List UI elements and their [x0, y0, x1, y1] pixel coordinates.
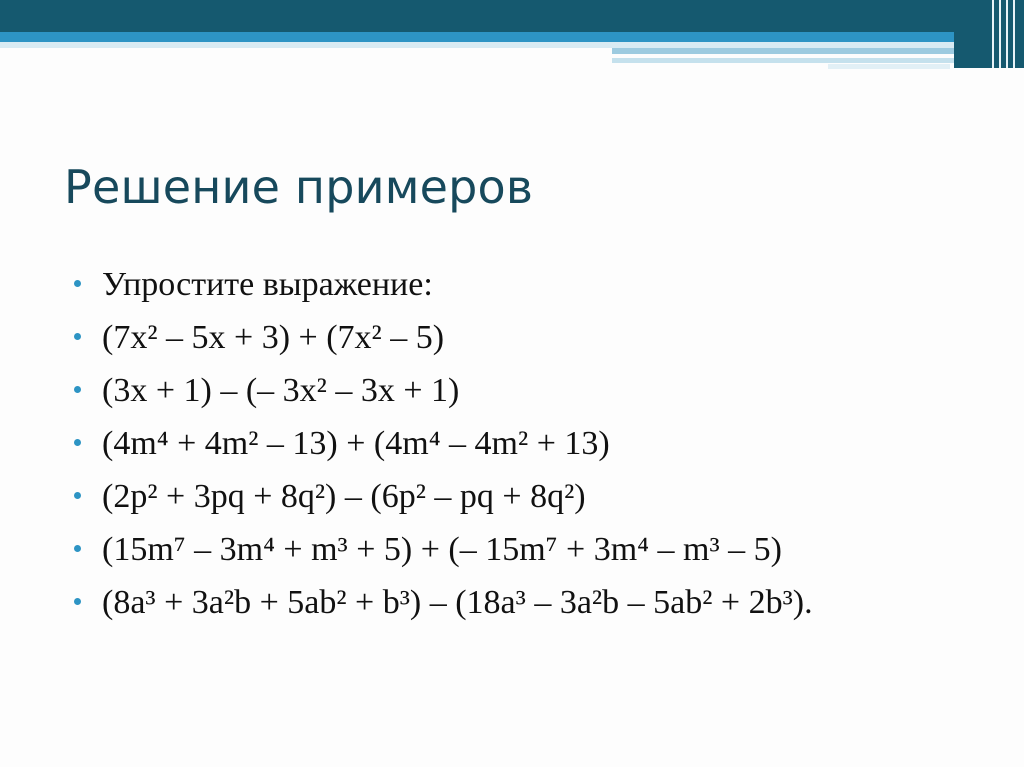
header-stripe: [1006, 0, 1008, 68]
bullet-dot-icon: [74, 280, 81, 287]
list-item-text: (3x + 1) – (– 3x² – 3x + 1): [102, 372, 460, 409]
header-segment: [612, 48, 954, 54]
header-stripe: [999, 0, 1001, 68]
header-stripe: [992, 0, 994, 68]
bullet-dot-icon: [74, 492, 81, 499]
header-bar: [0, 0, 1024, 32]
list-item: [72, 523, 972, 576]
bullet-list: [72, 258, 972, 629]
list-item: [72, 417, 972, 470]
header-segment: [612, 58, 954, 63]
list-item: [72, 576, 972, 629]
bullet-dot-icon: [74, 545, 81, 552]
bullet-dot-icon: [74, 439, 81, 446]
header-accent-bar: [0, 32, 1024, 42]
header-segment: [828, 64, 950, 69]
bullet-dot-icon: [74, 598, 81, 605]
list-item-text: (4m⁴ + 4m² – 13) + (4m⁴ – 4m² + 13): [102, 425, 610, 462]
list-item-text: (15m⁷ – 3m⁴ + m³ + 5) + (– 15m⁷ + 3m⁴ – m³ – 5): [102, 531, 782, 568]
list-item: [72, 364, 972, 417]
header-stripe: [1013, 0, 1015, 68]
slide-title: Решение примеров: [64, 160, 534, 214]
list-item-text: (2p² + 3pq + 8q²) – (6p² – pq + 8q²): [102, 478, 586, 515]
list-item: [72, 311, 972, 364]
bullet-dot-icon: [74, 333, 81, 340]
list-item-text: Упростите выражение:: [102, 266, 433, 303]
list-item: [72, 258, 972, 311]
bullet-dot-icon: [74, 386, 81, 393]
list-item-text: (7x² – 5x + 3) + (7x² – 5): [102, 319, 445, 356]
list-item: [72, 470, 972, 523]
list-item-text: (8a³ + 3a²b + 5ab² + b³) – (18a³ – 3a²b – 5ab² + 2b³).: [102, 584, 813, 621]
